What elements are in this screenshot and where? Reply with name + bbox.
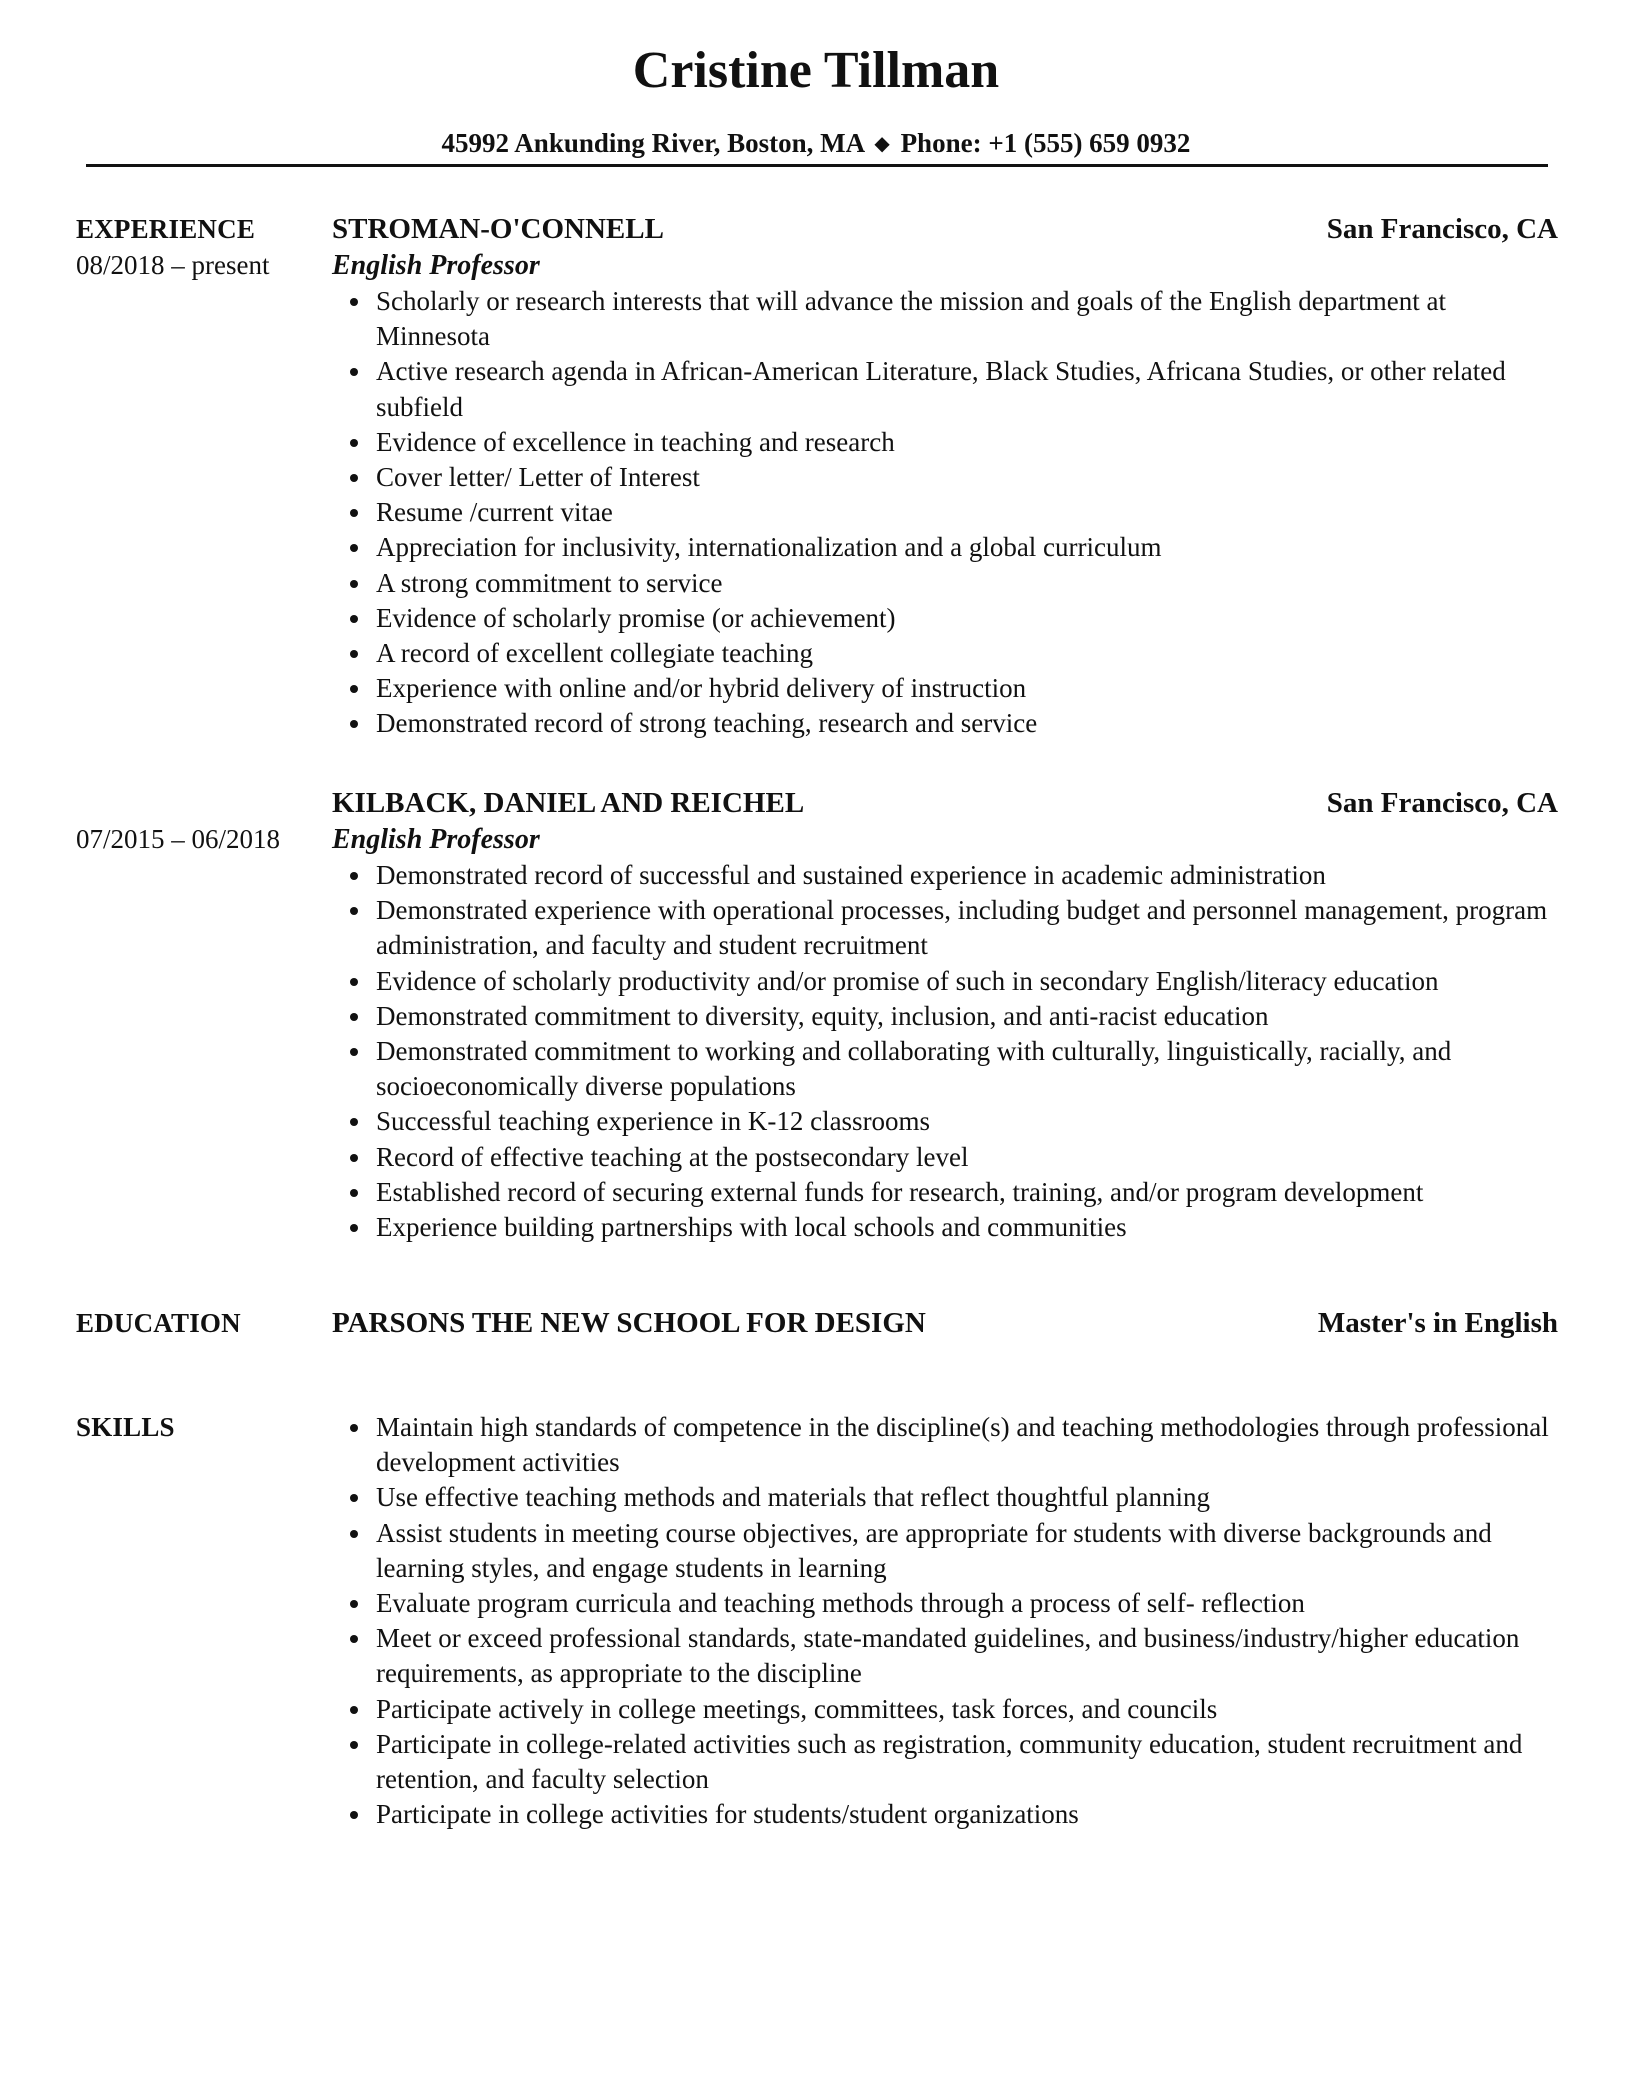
diamond-separator-icon: ◆ <box>874 133 890 155</box>
job-1-bullets <box>332 284 1558 742</box>
job-2-dates: 07/2015 – 06/2018 <box>76 824 281 854</box>
job-2-role: English Professor <box>332 824 540 855</box>
job-1-role: English Professor <box>332 250 540 281</box>
candidate-name: Cristine Tillman <box>632 42 1000 99</box>
contact-line <box>0 126 1632 163</box>
job-1-dates: 08/2018 – present <box>76 250 270 280</box>
list-item: Demonstrated record of successful and sustained experience in academic administration <box>332 858 1558 893</box>
list-item: Meet or exceed professional standards, state-mandated guidelines, and business/industry/higher education requirements, as appropriate to the discipline <box>332 1621 1558 1691</box>
experience-section-label: EXPERIENCE <box>76 214 256 244</box>
list-item: Maintain high standards of competence in the discipline(s) and teaching methodologies through professional development activities <box>332 1410 1558 1480</box>
list-item: Established record of securing external funds for research, training, and/or program development <box>332 1175 1558 1210</box>
list-item: Cover letter/ Letter of Interest <box>332 460 1558 495</box>
list-item: Demonstrated experience with operational processes, including budget and personnel management, program administration, and faculty and student recruitment <box>332 893 1558 963</box>
job-1-header <box>332 211 1558 247</box>
list-item: Resume /current vitae <box>332 495 1558 530</box>
list-item: Demonstrated commitment to diversity, equity, inclusion, and anti-racist education <box>332 999 1558 1034</box>
list-item: Demonstrated record of strong teaching, research and service <box>332 706 1558 741</box>
list-item: Participate in college activities for students/student organizations <box>332 1797 1558 1832</box>
list-item: Participate in college-related activities such as registration, community education, student recruitment and retention, and faculty selection <box>332 1727 1558 1797</box>
job-2-location: San Francisco, CA <box>1326 787 1558 819</box>
list-item: Appreciation for inclusivity, internationalization and a global curriculum <box>332 530 1558 565</box>
education-school: PARSONS THE NEW SCHOOL FOR DESIGN <box>332 1307 926 1339</box>
list-item: Scholarly or research interests that will advance the mission and goals of the English department at Minnesota <box>332 284 1558 354</box>
list-item: Evidence of scholarly promise (or achievement) <box>332 601 1558 636</box>
list-item: Experience building partnerships with local schools and communities <box>332 1210 1558 1245</box>
header-divider <box>86 164 1548 167</box>
job-2-company: KILBACK, DANIEL AND REICHEL <box>332 787 805 819</box>
list-item: Record of effective teaching at the postsecondary level <box>332 1140 1558 1175</box>
address: 45992 Ankunding River, Boston, MA <box>441 128 864 158</box>
list-item: Evaluate program curricula and teaching methods through a process of self- reflection <box>332 1586 1558 1621</box>
list-item: Experience with online and/or hybrid delivery of instruction <box>332 671 1558 706</box>
list-item: A strong commitment to service <box>332 566 1558 601</box>
list-item: Active research agenda in African-American Literature, Black Studies, Africana Studies, or other related subfield <box>332 354 1558 424</box>
education-section-label: EDUCATION <box>76 1308 241 1338</box>
list-item: Evidence of excellence in teaching and research <box>332 425 1558 460</box>
education-entry <box>332 1305 1558 1341</box>
skills-bullets <box>332 1410 1558 1832</box>
list-item: Use effective teaching methods and materials that reflect thoughtful planning <box>332 1480 1558 1515</box>
job-1-location: San Francisco, CA <box>1326 213 1558 245</box>
list-item: Participate actively in college meetings, committees, task forces, and councils <box>332 1692 1558 1727</box>
job-2-bullets <box>332 858 1558 1245</box>
list-item: A record of excellent collegiate teaching <box>332 636 1558 671</box>
list-item: Demonstrated commitment to working and collaborating with culturally, linguistically, racially, and socioeconomically diverse populations <box>332 1034 1558 1104</box>
list-item: Assist students in meeting course objectives, are appropriate for students with diverse backgrounds and learning styles, and engage students in learning <box>332 1516 1558 1586</box>
list-item: Evidence of scholarly productivity and/or promise of such in secondary English/literacy education <box>332 964 1558 999</box>
skills-section-label: SKILLS <box>76 1412 175 1442</box>
list-item: Successful teaching experience in K-12 classrooms <box>332 1104 1558 1139</box>
job-2-header <box>332 785 1558 821</box>
education-degree: Master's in English <box>1317 1307 1558 1339</box>
phone: Phone: +1 (555) 659 0932 <box>900 128 1191 158</box>
job-1-company: STROMAN-O'CONNELL <box>332 213 664 245</box>
